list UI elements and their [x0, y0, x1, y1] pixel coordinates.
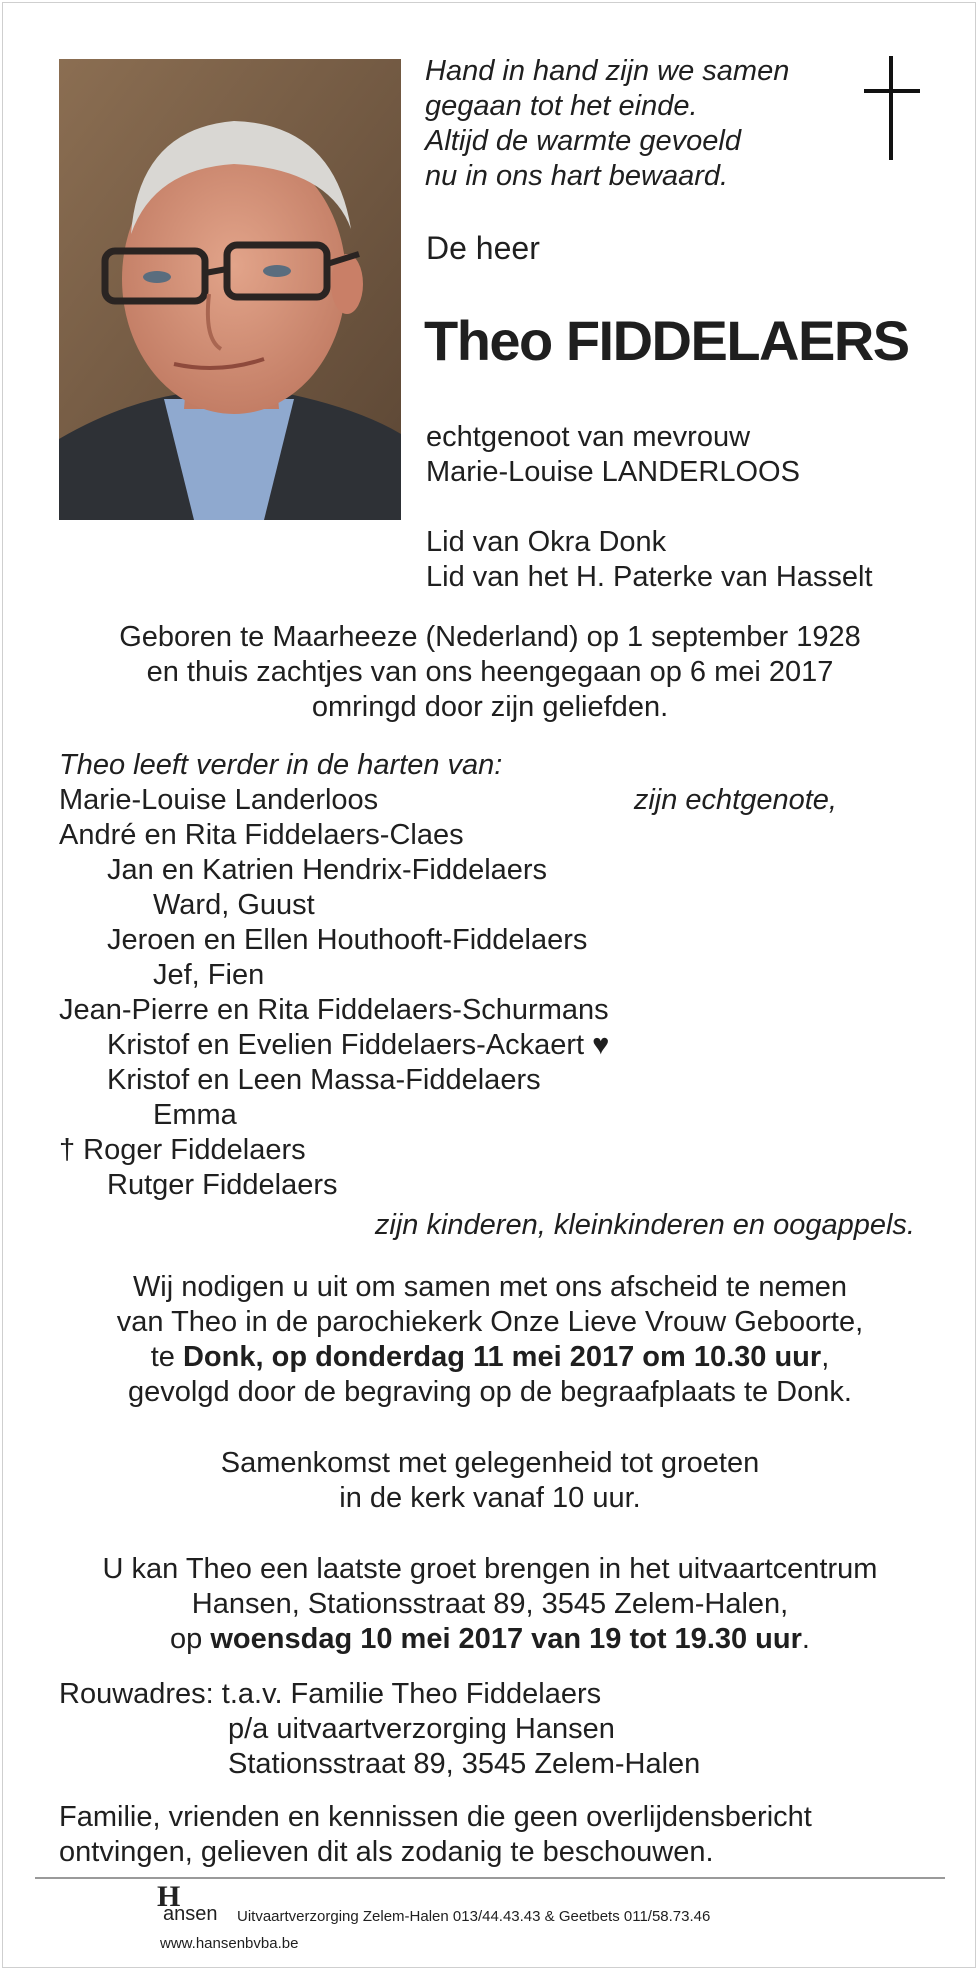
hansen-logo-word: ansen — [163, 1903, 218, 1925]
poem-line: Altijd de warmte gevoeld — [425, 125, 741, 157]
family-member: Jean-Pierre en Rita Fiddelaers-Schurmans — [59, 994, 609, 1026]
notice-line: Familie, vrienden en kennissen die geen overlijdensbericht — [59, 1801, 812, 1833]
visit-date: woensdag 10 mei 2017 van 19 tot 19.30 uur — [210, 1623, 802, 1655]
notice-line: ontvingen, gelieven dit als zodanig te beschouwen. — [59, 1836, 714, 1868]
family-intro: Theo leeft verder in de harten van: — [59, 749, 503, 781]
visit-line: U kan Theo een laatste groet brengen in het uitvaartcentrum — [102, 1553, 878, 1585]
birth-line: en thuis zachtjes van ons heengegaan op 6 mei 2017 — [146, 656, 834, 688]
visit-line: Hansen, Stationsstraat 89, 3545 Zelem-Halen, — [191, 1588, 789, 1620]
poem-line: Hand in hand zijn we samen — [425, 55, 790, 87]
gathering-line: Samenkomst met gelegenheid tot groeten — [220, 1447, 760, 1479]
family-member: Emma — [153, 1099, 237, 1131]
visit-prefix: op — [170, 1623, 211, 1655]
family-member: Kristof en Evelien Fiddelaers-Ackaert ♥ — [107, 1029, 610, 1061]
birth-line: Geboren te Maarheeze (Nederland) op 1 september 1928 — [119, 621, 861, 653]
spouse-line: echtgenoot van mevrouw — [426, 421, 751, 453]
family-closing: zijn kinderen, kleinkinderen en oogappels. — [374, 1209, 915, 1241]
salutation: De heer — [426, 230, 540, 266]
ceremony-line: gevolgd door de begraving op de begraafplaats te Donk. — [128, 1376, 852, 1408]
ceremony-line — [0, 1340, 980, 1375]
spouse-line: Marie-Louise LANDERLOOS — [426, 456, 800, 488]
ceremony-date: Donk, op donderdag 11 mei 2017 om 10.30 uur — [182, 1341, 822, 1373]
poem — [425, 54, 789, 194]
family-member: Ward, Guust — [153, 889, 315, 921]
family-spouse-role: zijn echtgenote, — [633, 784, 837, 816]
mourning-address: Rouwadres: t.a.v. Familie Theo Fiddelaers — [59, 1678, 602, 1710]
spouse-info — [426, 420, 800, 490]
footer-contact: Uitvaartverzorging Zelem-Halen 013/44.43.43 & Geetbets 011/58.73.46 — [237, 1908, 711, 1925]
portrait-photo — [59, 59, 401, 520]
family-member: Rutger Fiddelaers — [107, 1169, 338, 1201]
cross-icon — [862, 56, 922, 165]
notice — [59, 1800, 812, 1870]
ceremony-line: van Theo in de parochiekerk Onze Lieve Vrouw Geboorte, — [116, 1306, 864, 1338]
family-member: Jeroen en Ellen Houthooft-Fiddelaers — [107, 924, 588, 956]
visit-info — [0, 1552, 980, 1657]
family-member: † Roger Fiddelaers — [59, 1134, 306, 1166]
gathering-info — [0, 1446, 980, 1516]
ceremony-line: Wij nodigen u uit om samen met ons afscheid te nemen — [132, 1271, 848, 1303]
visit-line — [0, 1622, 980, 1657]
visit-suffix: . — [801, 1623, 810, 1655]
footer-divider — [35, 1877, 945, 1879]
hansen-logo-letter: H — [157, 1880, 181, 1913]
deceased-name: Theo FIDDELAERS — [424, 309, 909, 372]
gathering-line: in de kerk vanaf 10 uur. — [339, 1482, 641, 1514]
ceremony-info — [0, 1270, 980, 1410]
membership-line: Lid van het H. Paterke van Hasselt — [426, 561, 873, 593]
family-member: Kristof en Leen Massa-Fiddelaers — [107, 1064, 541, 1096]
family-member: Jef, Fien — [153, 959, 265, 991]
poem-line: nu in ons hart bewaard. — [425, 160, 729, 192]
membership-line: Lid van Okra Donk — [426, 526, 667, 558]
birth-line: omringd door zijn geliefden. — [311, 691, 669, 723]
ceremony-prefix: te — [150, 1341, 183, 1373]
poem-line: gegaan tot het einde. — [425, 90, 698, 122]
family-member: Jan en Katrien Hendrix-Fiddelaers — [107, 854, 548, 886]
family-member: André en Rita Fiddelaers-Claes — [59, 819, 464, 851]
ceremony-suffix: , — [821, 1341, 830, 1373]
birth-death-info — [0, 620, 980, 725]
family-spouse-row — [59, 783, 909, 818]
mourning-address-line: p/a uitvaartverzorging Hansen — [228, 1713, 615, 1745]
family-spouse-name: Marie-Louise Landerloos — [59, 784, 379, 816]
memberships — [426, 525, 873, 595]
footer-website[interactable]: www.hansenbvba.be — [160, 1935, 299, 1952]
mourning-address-line: Stationsstraat 89, 3545 Zelem-Halen — [228, 1748, 701, 1780]
